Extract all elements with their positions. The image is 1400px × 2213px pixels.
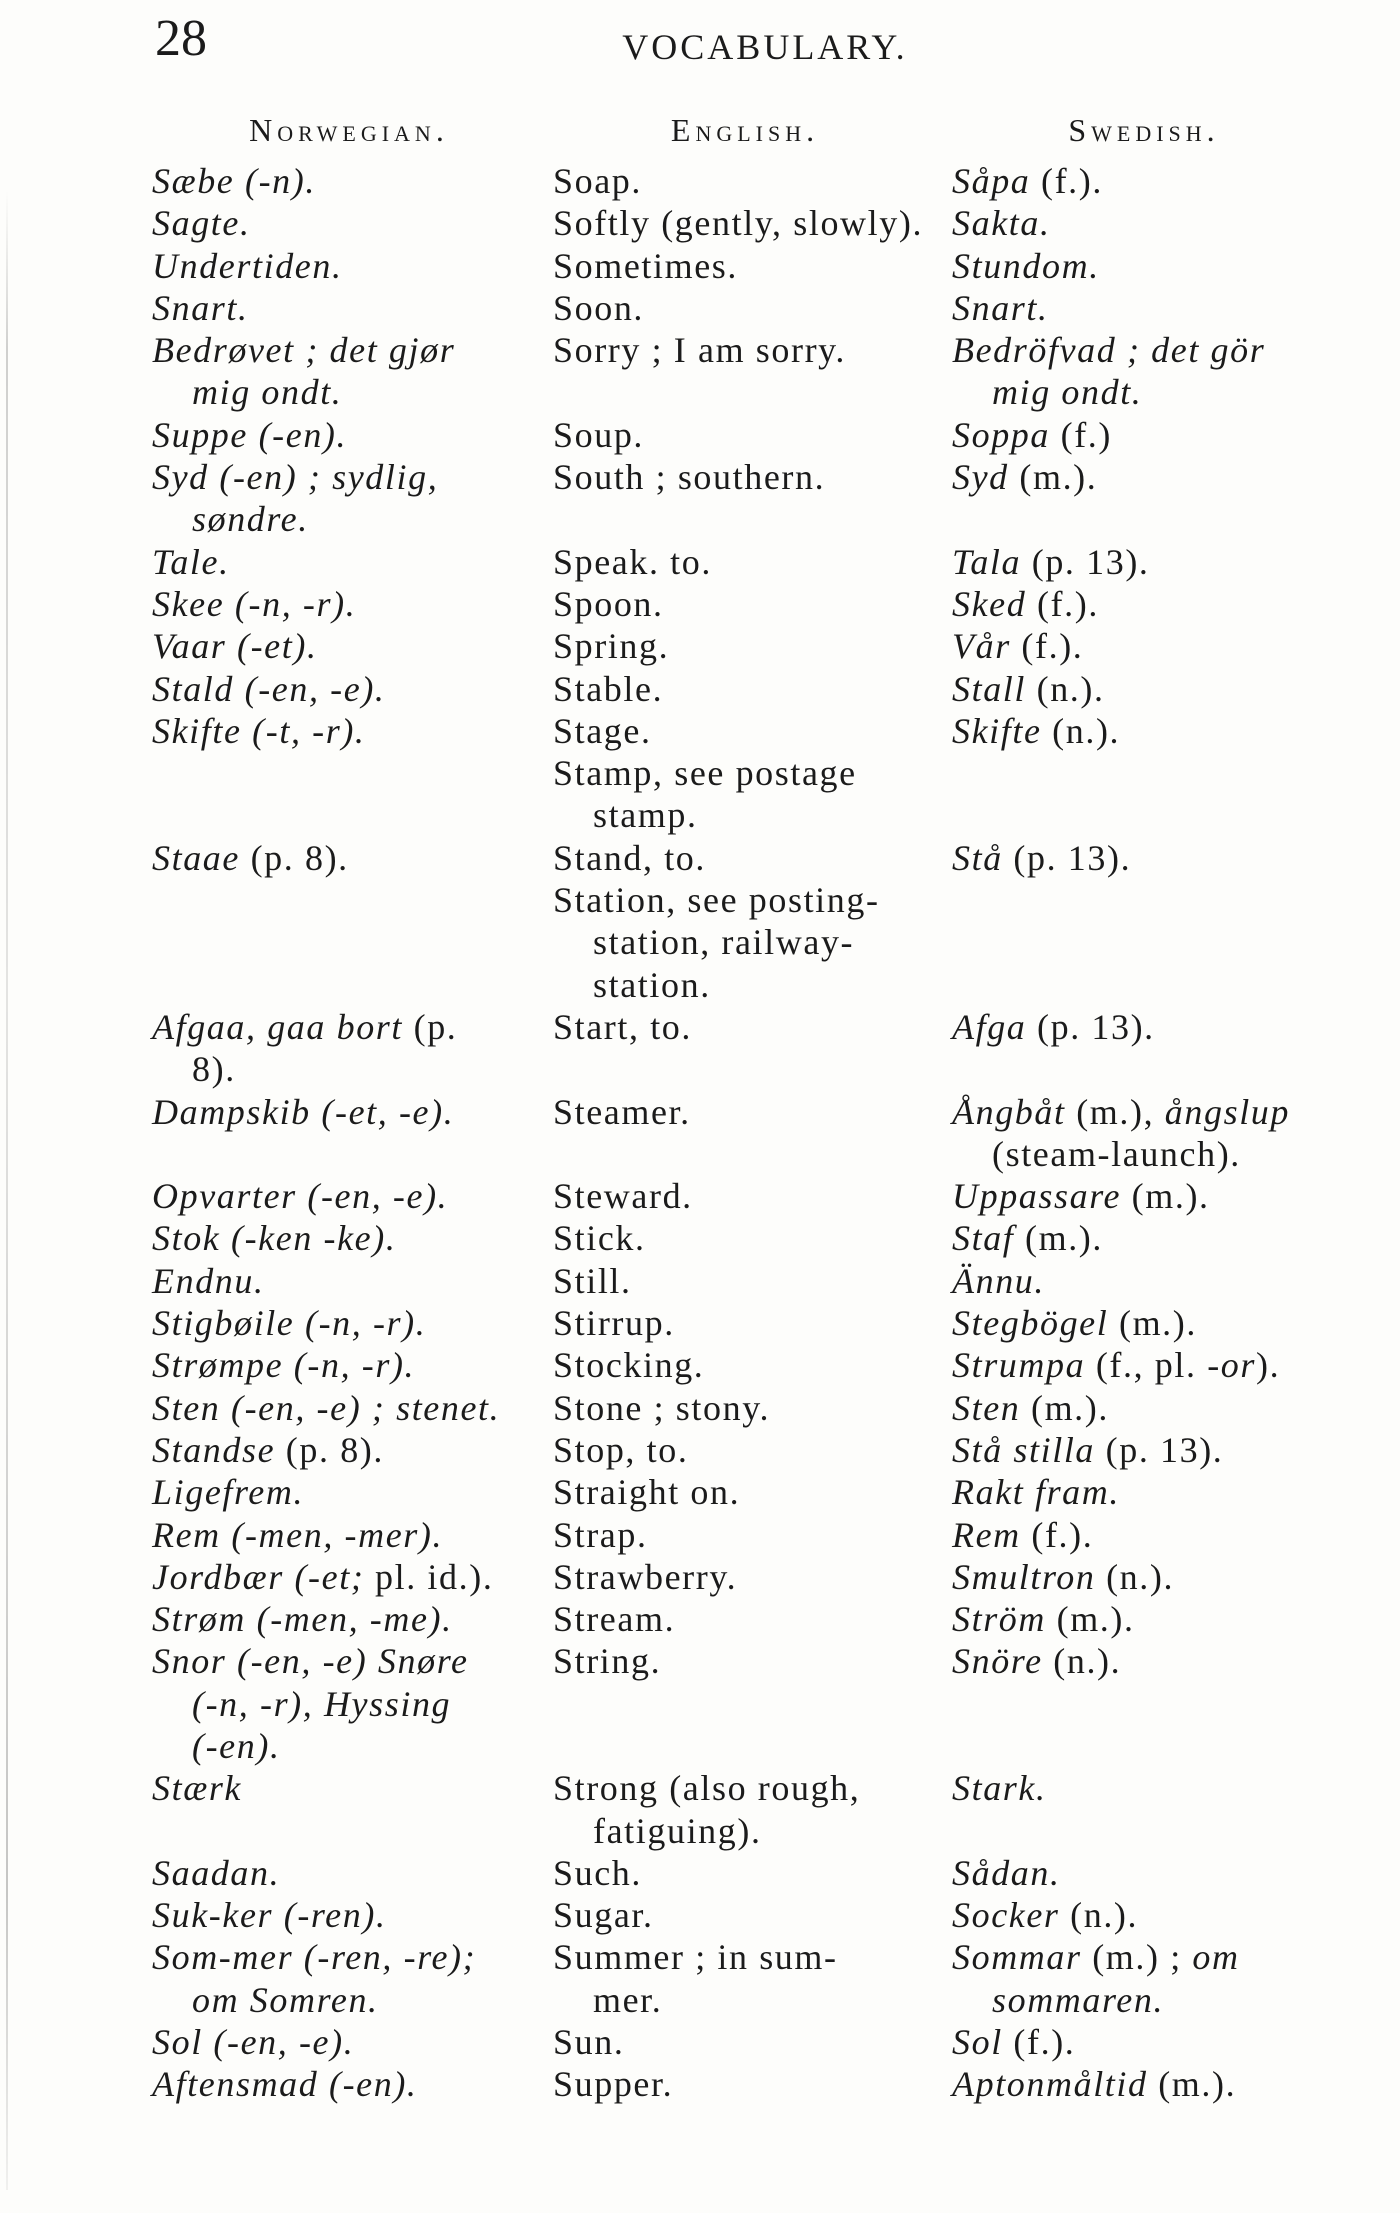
swedish-term bbox=[952, 1640, 1382, 1767]
grammar-note: pl. id.). bbox=[364, 1556, 494, 1597]
swedish-term bbox=[952, 1936, 1382, 2021]
headword-text: Rem (-men, -mer). bbox=[152, 1514, 444, 1555]
english-term: Sun. bbox=[553, 2022, 625, 2063]
english-term: Stop, to. bbox=[553, 1429, 689, 1470]
vocabulary-entry bbox=[152, 1091, 1382, 1176]
vocabulary-entry bbox=[152, 1598, 1382, 1640]
column-header-swedish: Swedish. bbox=[1068, 112, 1220, 148]
english-term: Summer ; in sum- mer. bbox=[553, 1937, 838, 2020]
grammar-note: (n.). bbox=[1042, 1641, 1122, 1682]
vocabulary-entry bbox=[152, 1471, 1382, 1513]
headword-text: Sol (-en, -e). bbox=[152, 2022, 355, 2063]
headword-text: Sådan. bbox=[952, 1852, 1061, 1893]
norwegian-term bbox=[152, 1852, 553, 1894]
swedish-term bbox=[952, 1429, 1382, 1471]
grammar-note: (m.). bbox=[1014, 1218, 1103, 1259]
headword-text: Soppa bbox=[952, 414, 1050, 455]
grammar-note: (f.). bbox=[1020, 1514, 1094, 1555]
english-term: Softly (gently, slowly). bbox=[553, 203, 924, 244]
page-number: 28 bbox=[155, 10, 207, 67]
vocabulary-entry bbox=[152, 541, 1382, 583]
headword-text: Vår bbox=[952, 626, 1011, 667]
headword-text: Skifte (-t, -r). bbox=[152, 710, 366, 751]
english-term: Sorry ; I am sorry. bbox=[553, 330, 847, 371]
vocabulary-entry bbox=[152, 202, 1382, 244]
headword-text: Stundom. bbox=[952, 245, 1100, 286]
vocabulary-entry bbox=[152, 1936, 1382, 2021]
headword-text: Suppe (-en). bbox=[152, 414, 348, 455]
swedish-term bbox=[952, 668, 1382, 710]
swedish-term bbox=[952, 1894, 1382, 1936]
grammar-note: (p. 8). bbox=[275, 1429, 384, 1470]
norwegian-term bbox=[152, 1217, 553, 1259]
headword-text: Afgaa, gaa bort bbox=[152, 1006, 404, 1047]
swedish-term bbox=[952, 710, 1382, 752]
vocabulary-entry bbox=[152, 1640, 1382, 1767]
english-term: Soup. bbox=[553, 414, 645, 455]
norwegian-term bbox=[152, 1344, 553, 1386]
headword-text: Bedröfvad ; det gör mig ondt. bbox=[952, 330, 1266, 413]
column-header-english: English. bbox=[670, 112, 820, 148]
english-term: Steamer. bbox=[553, 1091, 691, 1132]
grammar-note: ). bbox=[1256, 1345, 1281, 1386]
swedish-term bbox=[952, 1217, 1382, 1259]
headword-text: Standse bbox=[152, 1429, 276, 1470]
english-term: Such. bbox=[553, 1852, 642, 1893]
headword-text: Skee (-n, -r). bbox=[152, 583, 357, 624]
grammar-note: (n.). bbox=[1059, 1895, 1139, 1936]
headword-text: Syd (-en) ; sydlig, søndre. bbox=[152, 457, 439, 540]
grammar-note: (f.). bbox=[1030, 161, 1103, 201]
swedish-term bbox=[952, 329, 1382, 414]
headword-text: Smultron bbox=[952, 1556, 1096, 1597]
vocabulary-entry bbox=[152, 2063, 1382, 2105]
headword-text: Sæbe (-n). bbox=[152, 161, 316, 201]
headword-text: Som-mer (-ren, -re); om Somren. bbox=[152, 1937, 477, 2020]
headword-text: Såpa bbox=[952, 161, 1031, 201]
norwegian-term bbox=[152, 541, 553, 583]
grammar-note: (m.). bbox=[1108, 1303, 1197, 1344]
grammar-note: (f.). bbox=[1026, 583, 1099, 624]
grammar-note: (m.). bbox=[1147, 2064, 1237, 2105]
vocabulary-entry bbox=[152, 1852, 1382, 1894]
norwegian-term bbox=[152, 1767, 553, 1852]
vocabulary-entry bbox=[152, 1006, 1382, 1091]
swedish-term bbox=[952, 541, 1382, 583]
headword-text: Ännu. bbox=[952, 1260, 1045, 1301]
vocabulary-entry bbox=[152, 2021, 1382, 2063]
headword-text: Socker bbox=[952, 1895, 1060, 1936]
norwegian-term bbox=[152, 1429, 553, 1471]
headword-text: Stark. bbox=[952, 1768, 1047, 1809]
headword-text: Opvarter (-en, -e). bbox=[152, 1176, 449, 1217]
headword-text: Ligefrem. bbox=[152, 1472, 305, 1513]
headword-text: Aftensmad (-en). bbox=[152, 2064, 418, 2105]
vocabulary-entry bbox=[152, 160, 1382, 202]
swedish-term bbox=[952, 245, 1382, 287]
english-term: Soap. bbox=[553, 161, 642, 201]
norwegian-term bbox=[152, 1006, 553, 1091]
norwegian-term bbox=[152, 202, 553, 244]
vocabulary-entry bbox=[152, 1556, 1382, 1598]
swedish-term bbox=[952, 1767, 1382, 1852]
norwegian-term bbox=[152, 160, 553, 202]
swedish-term bbox=[952, 625, 1382, 667]
english-term: Supper. bbox=[553, 2064, 674, 2105]
swedish-term bbox=[952, 1387, 1382, 1429]
english-term: Sometimes. bbox=[553, 245, 738, 286]
swedish-term bbox=[952, 583, 1382, 625]
swedish-term bbox=[952, 1344, 1382, 1386]
norwegian-term bbox=[152, 668, 553, 710]
english-term: Still. bbox=[553, 1260, 632, 1301]
binding-edge-shadow bbox=[6, 190, 8, 2190]
norwegian-term bbox=[152, 456, 553, 541]
vocabulary-entry bbox=[152, 329, 1382, 414]
norwegian-term bbox=[152, 245, 553, 287]
norwegian-term bbox=[152, 287, 553, 329]
swedish-term bbox=[952, 1260, 1382, 1302]
headword-text: Skifte bbox=[952, 710, 1042, 751]
headword-text: Saadan. bbox=[152, 1852, 281, 1893]
headword-text: Tale. bbox=[152, 541, 230, 582]
grammar-note: (m.). bbox=[1020, 1387, 1109, 1428]
swedish-term bbox=[952, 2021, 1382, 2063]
vocabulary-entry bbox=[152, 837, 1382, 879]
vocabulary-entry bbox=[152, 710, 1382, 752]
headword-text: ångslup bbox=[1164, 1091, 1290, 1132]
headword-text: Snart. bbox=[952, 287, 1049, 328]
norwegian-term bbox=[152, 1260, 553, 1302]
english-term: Strap. bbox=[553, 1514, 648, 1555]
vocabulary-entry bbox=[152, 625, 1382, 667]
norwegian-term bbox=[152, 1598, 553, 1640]
headword-text: -or bbox=[1207, 1345, 1257, 1386]
vocabulary-list bbox=[152, 160, 1382, 2106]
headword-text: Sked bbox=[952, 583, 1027, 624]
headword-text: Strøm (-men, -me). bbox=[152, 1599, 453, 1640]
norwegian-term bbox=[152, 879, 553, 1006]
headword-text: Sten (-en, -e) ; stenet. bbox=[152, 1387, 501, 1428]
headword-text: Staf bbox=[952, 1218, 1015, 1259]
headword-text: Afga bbox=[952, 1006, 1027, 1047]
swedish-term bbox=[952, 879, 1382, 1006]
norwegian-term bbox=[152, 625, 553, 667]
norwegian-term bbox=[152, 583, 553, 625]
norwegian-term bbox=[152, 1894, 553, 1936]
norwegian-term bbox=[152, 2021, 553, 2063]
headword-text: Stå stilla bbox=[952, 1429, 1096, 1470]
swedish-term bbox=[952, 2063, 1382, 2105]
grammar-note: (f., pl. bbox=[1085, 1345, 1208, 1386]
english-term: Steward. bbox=[553, 1176, 693, 1217]
headword-text: Sten bbox=[952, 1387, 1021, 1428]
headword-text: Snart. bbox=[152, 287, 249, 328]
norwegian-term bbox=[152, 414, 553, 456]
english-term: Stand, to. bbox=[553, 837, 707, 878]
headword-text: om sommaren. bbox=[992, 1937, 1240, 2020]
swedish-term bbox=[952, 1302, 1382, 1344]
english-term: Stirrup. bbox=[553, 1303, 675, 1344]
vocabulary-entry bbox=[152, 414, 1382, 456]
swedish-term bbox=[952, 1556, 1382, 1598]
headword-text: Dampskib (-et, -e). bbox=[152, 1091, 455, 1132]
vocabulary-entry bbox=[152, 1429, 1382, 1471]
vocabulary-entry bbox=[152, 245, 1382, 287]
headword-text: Syd bbox=[952, 457, 1009, 498]
english-term: Speak. to. bbox=[553, 541, 712, 582]
vocabulary-entry bbox=[152, 1217, 1382, 1259]
swedish-term bbox=[952, 456, 1382, 541]
english-term: Strong (also rough, fatiguing). bbox=[553, 1768, 861, 1851]
headword-text: Sommar bbox=[952, 1937, 1082, 1978]
headword-text: Tala bbox=[952, 541, 1022, 582]
headword-text: Stå bbox=[952, 837, 1003, 878]
swedish-term bbox=[952, 752, 1382, 837]
vocabulary-entry bbox=[152, 1260, 1382, 1302]
grammar-note: (p. 13). bbox=[1026, 1006, 1155, 1047]
swedish-term bbox=[952, 1514, 1382, 1556]
swedish-term bbox=[952, 1852, 1382, 1894]
vocabulary-entry bbox=[152, 1387, 1382, 1429]
norwegian-term bbox=[152, 1471, 553, 1513]
headword-text: Staae bbox=[152, 837, 240, 878]
swedish-term bbox=[952, 414, 1382, 456]
headword-text: Strømpe (-n, -r). bbox=[152, 1345, 416, 1386]
english-term: String. bbox=[553, 1641, 662, 1682]
headword-text: Stald (-en, -e). bbox=[152, 668, 386, 709]
norwegian-term bbox=[152, 1175, 553, 1217]
english-term: Stone ; stony. bbox=[553, 1387, 771, 1428]
norwegian-term bbox=[152, 1387, 553, 1429]
vocabulary-entry bbox=[152, 1175, 1382, 1217]
english-term: Stage. bbox=[553, 710, 652, 751]
vocabulary-entry bbox=[152, 1344, 1382, 1386]
swedish-term bbox=[952, 1091, 1382, 1176]
grammar-note: (m.). bbox=[1008, 457, 1098, 498]
grammar-note: (f.). bbox=[1002, 2022, 1076, 2063]
norwegian-term bbox=[152, 837, 553, 879]
column-header-norwegian: Norwegian. bbox=[249, 112, 449, 148]
vocabulary-entry bbox=[152, 456, 1382, 541]
norwegian-term bbox=[152, 1640, 553, 1767]
grammar-note: (p. 13). bbox=[1002, 837, 1132, 878]
grammar-note: (m.). bbox=[1046, 1599, 1135, 1640]
norwegian-term bbox=[152, 1514, 553, 1556]
headword-text: Rem bbox=[952, 1514, 1021, 1555]
swedish-term bbox=[952, 287, 1382, 329]
grammar-note: (n.). bbox=[1041, 710, 1121, 751]
english-term: Start, to. bbox=[553, 1006, 692, 1047]
grammar-note: (m.) ; bbox=[1081, 1937, 1193, 1978]
headword-text: Ångbåt bbox=[952, 1091, 1066, 1132]
swedish-term bbox=[952, 1598, 1382, 1640]
english-term: Soon. bbox=[553, 287, 645, 328]
english-term: Straight on. bbox=[553, 1472, 741, 1513]
english-term: Stick. bbox=[553, 1218, 646, 1259]
norwegian-term bbox=[152, 1302, 553, 1344]
vocabulary-entry bbox=[152, 1302, 1382, 1344]
headword-text: Endnu. bbox=[152, 1260, 265, 1301]
headword-text: Snor (-en, -e) Snøre (-n, -r), Hyssing (-en). bbox=[152, 1641, 469, 1766]
english-term: Spoon. bbox=[553, 583, 664, 624]
grammar-note: (n.). bbox=[1026, 668, 1105, 709]
vocabulary-entry bbox=[152, 287, 1382, 329]
headword-text: Sakta. bbox=[952, 203, 1051, 244]
headword-text: Bedrøvet ; det gjør mig ondt. bbox=[152, 330, 456, 413]
english-term: Spring. bbox=[553, 626, 670, 667]
vocabulary-entry bbox=[152, 752, 1382, 837]
headword-text: Stok (-ken -ke). bbox=[152, 1218, 397, 1259]
headword-text: Strumpa bbox=[952, 1345, 1086, 1386]
swedish-term bbox=[952, 202, 1382, 244]
norwegian-term bbox=[152, 2063, 553, 2105]
swedish-term bbox=[952, 837, 1382, 879]
headword-text: Aptonmåltid bbox=[952, 2064, 1148, 2105]
headword-text: Ström bbox=[952, 1599, 1047, 1640]
headword-text: Undertiden. bbox=[152, 245, 343, 286]
vocabulary-entry bbox=[152, 1514, 1382, 1556]
headword-text: Sagte. bbox=[152, 203, 251, 244]
grammar-note: (p. 8). bbox=[239, 837, 349, 878]
english-term: South ; southern. bbox=[553, 457, 826, 498]
english-term: Station, see posting- station, railway- station. bbox=[553, 880, 880, 1005]
norwegian-term bbox=[152, 752, 553, 837]
headword-text: Stall bbox=[952, 668, 1027, 709]
grammar-note: (f.). bbox=[1010, 626, 1084, 667]
english-term: Sugar. bbox=[553, 1895, 654, 1936]
english-term: Strawberry. bbox=[553, 1556, 738, 1597]
grammar-note: (n.). bbox=[1095, 1556, 1175, 1597]
headword-text: Rakt fram. bbox=[952, 1472, 1120, 1513]
headword-text: Sol bbox=[952, 2022, 1003, 2063]
norwegian-term bbox=[152, 329, 553, 414]
grammar-note: (p. 13). bbox=[1095, 1429, 1224, 1470]
vocabulary-entry bbox=[152, 1767, 1382, 1852]
running-title: VOCABULARY. bbox=[622, 27, 908, 67]
vocabulary-entry bbox=[152, 668, 1382, 710]
vocabulary-entry bbox=[152, 1894, 1382, 1936]
grammar-note: (p. 13). bbox=[1021, 541, 1150, 582]
headword-text: Stigbøile (-n, -r). bbox=[152, 1303, 427, 1344]
headword-text: Stærk bbox=[152, 1768, 243, 1809]
english-term: Stream. bbox=[553, 1599, 676, 1640]
headword-text: Snöre bbox=[952, 1641, 1043, 1682]
grammar-note: (f.) bbox=[1050, 414, 1112, 455]
headword-text: Stegbögel bbox=[952, 1303, 1109, 1344]
headword-text: Jordbær (-et; bbox=[152, 1556, 365, 1597]
norwegian-term bbox=[152, 1556, 553, 1598]
norwegian-term bbox=[152, 1091, 553, 1176]
swedish-term bbox=[952, 1006, 1382, 1091]
headword-text: Uppassare bbox=[952, 1176, 1122, 1217]
norwegian-term bbox=[152, 710, 553, 752]
swedish-term bbox=[952, 1175, 1382, 1217]
grammar-note: (p. 8). bbox=[192, 1006, 458, 1090]
vocabulary-entry bbox=[152, 879, 1382, 1006]
swedish-term bbox=[952, 1471, 1382, 1513]
swedish-term bbox=[952, 160, 1382, 202]
norwegian-term bbox=[152, 1936, 553, 2021]
headword-text: Suk-ker (-ren). bbox=[152, 1895, 387, 1936]
grammar-note: (m.). bbox=[1121, 1176, 1210, 1217]
grammar-note: (m.), bbox=[1065, 1091, 1165, 1132]
headword-text: Vaar (-et). bbox=[152, 626, 318, 667]
english-term: Stocking. bbox=[553, 1345, 705, 1386]
grammar-note: (steam-launch). bbox=[992, 1133, 1241, 1174]
vocabulary-entry bbox=[152, 583, 1382, 625]
english-term: Stable. bbox=[553, 668, 664, 709]
english-term: Stamp, see postage stamp. bbox=[553, 753, 857, 836]
